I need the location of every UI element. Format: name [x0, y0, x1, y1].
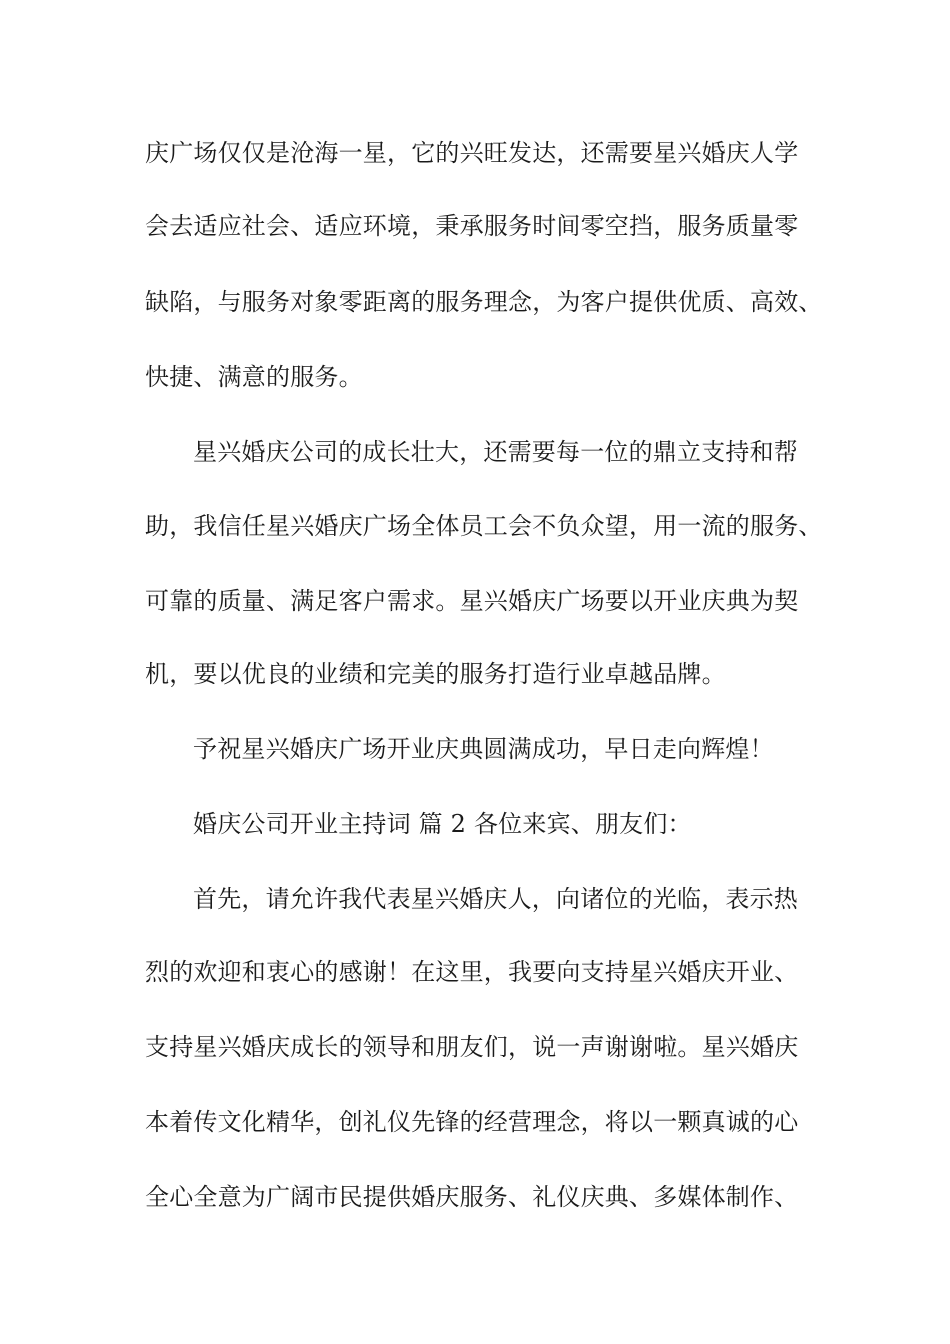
text-line: 支持星兴婚庆成长的领导和朋友们，说一声谢谢啦。星兴婚庆: [145, 1033, 799, 1061]
text-line: 烈的欢迎和衷心的感谢！在这里，我要向支持星兴婚庆开业、: [145, 958, 799, 986]
text-line: 会去适应社会、适应环境，秉承服务时间零空挡，服务质量零: [145, 212, 799, 240]
text-line: 助，我信任星兴婚庆广场全体员工会不负众望，用一流的服务、: [145, 512, 823, 540]
text-line: 庆广场仅仅是沧海一星，它的兴旺发达，还需要星兴婚庆人学: [145, 139, 799, 167]
text-line: 予祝星兴婚庆广场开业庆典圆满成功，早日走向辉煌！: [193, 735, 774, 763]
text-line: 首先，请允许我代表星兴婚庆人，向诸位的光临，表示热: [193, 885, 798, 913]
text-line: 缺陷，与服务对象零距离的服务理念，为客户提供优质、高效、: [145, 288, 823, 316]
text-line: 可靠的质量、满足客户需求。星兴婚庆广场要以开业庆典为契: [145, 587, 799, 615]
text-line: 本着传文化精华，创礼仪先锋的经营理念，将以一颗真诚的心: [145, 1108, 799, 1136]
text-line: 机，要以优良的业绩和完美的服务打造行业卓越品牌。: [145, 660, 726, 688]
text-line: 全心全意为广阔市民提供婚庆服务、礼仪庆典、多媒体制作、: [145, 1183, 799, 1211]
section-heading-line: 婚庆公司开业主持词 篇 2 各位来宾、朋友们：: [193, 810, 692, 838]
text-line: 快捷、满意的服务。: [145, 363, 363, 391]
text-line: 星兴婚庆公司的成长壮大，还需要每一位的鼎立支持和帮: [193, 438, 798, 466]
